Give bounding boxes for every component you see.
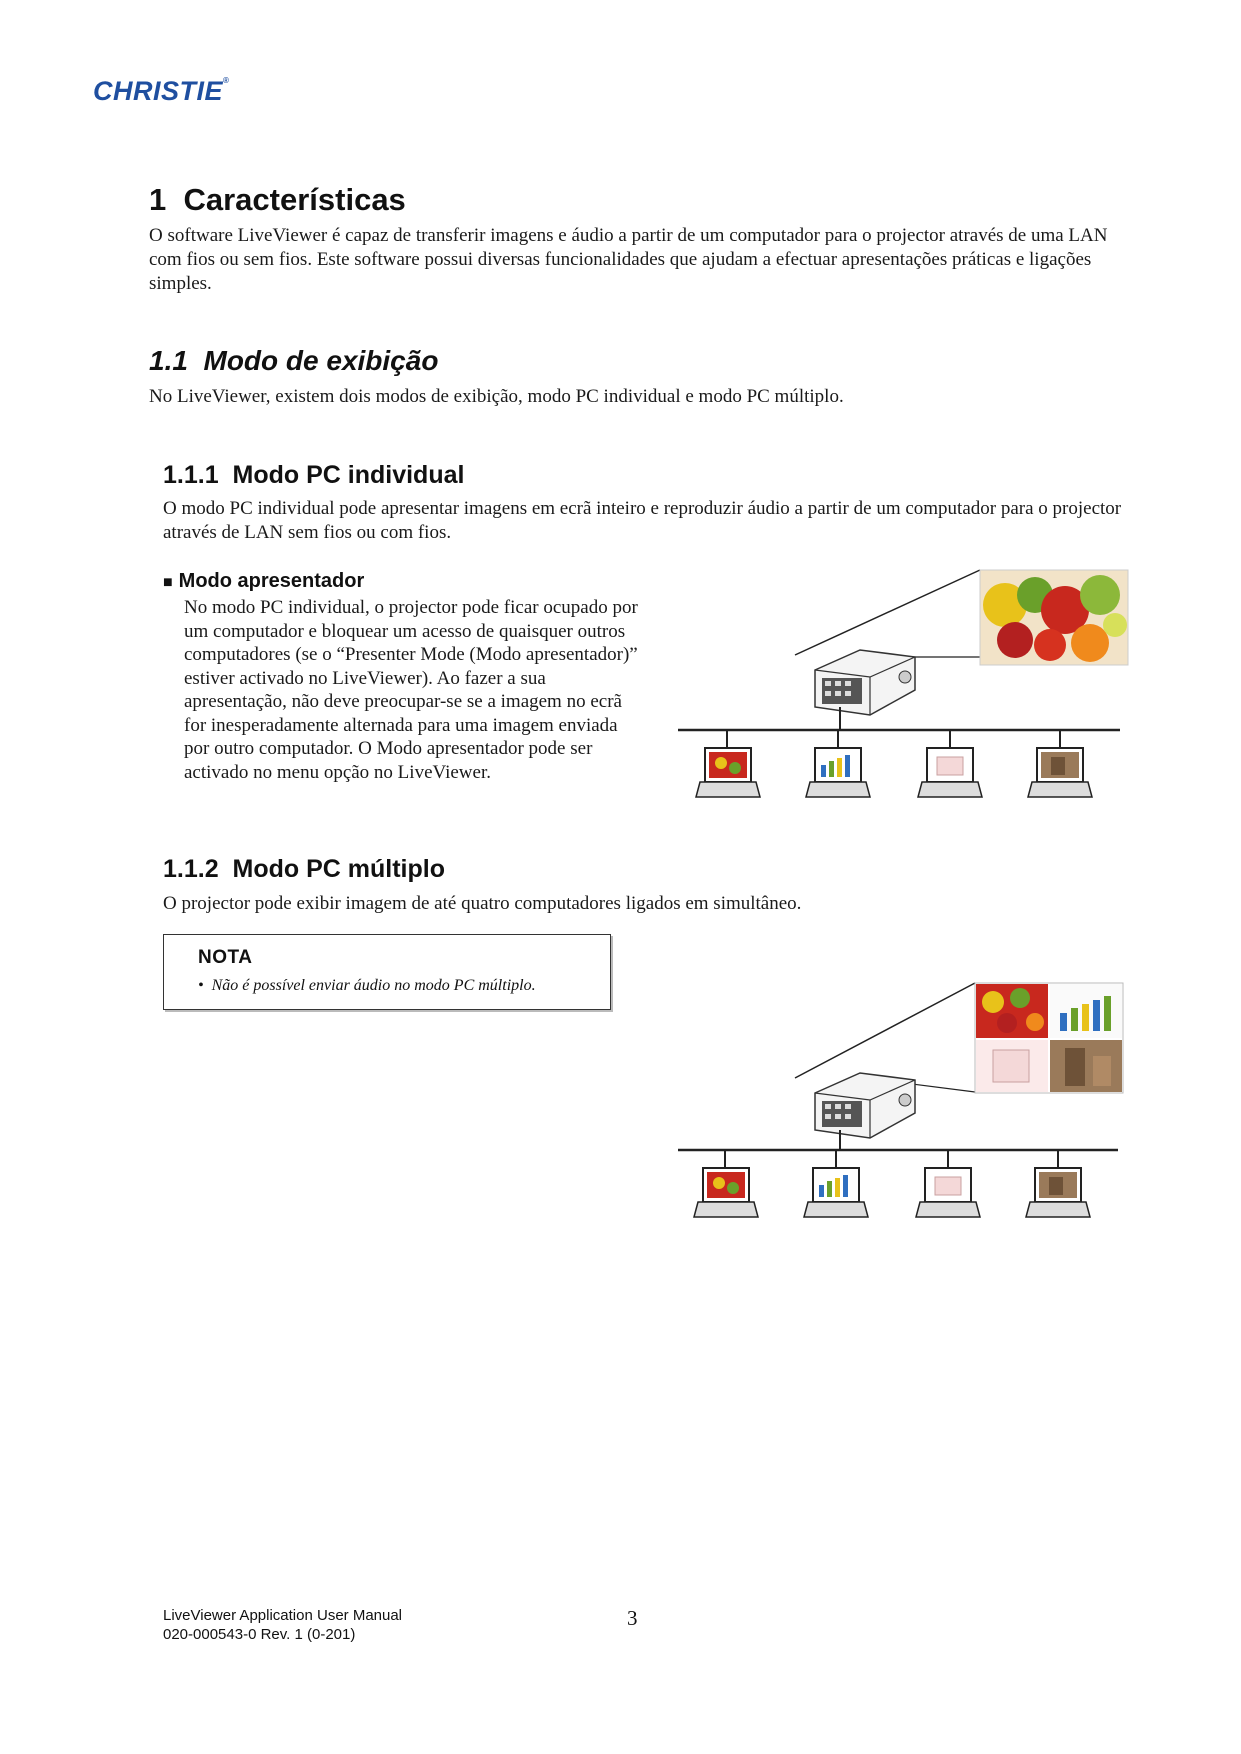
page-number: 3 [627,1606,638,1630]
note-box [163,934,611,1010]
multi-pc-mode-diagram [675,978,1135,1228]
footer-title: LiveViewer Application User Manual [163,1607,403,1624]
presenter-mode-body: No modo PC individual, o projector pode ficar ocupado por um computador e bloquear um acesso de quaisquer outros computadores (se o “Presenter Mode (Modo apresentador)” estiver activado no LiveViewer). Ao fazer a sua apresentação, não deve preocupar-se se a imagem no ecrã for inesperadamente alternada para uma imagem enviada por outro computador. O Modo apresentador pode ser activado no menu opção no LiveViewer. [184,597,638,783]
section-1-1-2-body: O projector pode exibir imagem de até quatro computadores ligados em simultâneo. [163,893,802,914]
laptop-photo-icon [1026,1168,1090,1217]
projector-icon [815,1073,915,1138]
footer-manual-info [163,1606,402,1644]
projection-line-top [795,983,975,1078]
christie-logo: CHRISTIE® [93,76,230,106]
section-1-1-2-heading: 1.1.2 Modo PC múltiplo [163,855,445,883]
projection-line-top [795,570,980,655]
note-item: • Não é possível enviar áudio no modo PC múltiplo. [198,977,536,994]
bullet-icon: • [198,977,204,994]
laptop-fruit-icon [694,1168,758,1217]
fruit-screen-image [980,570,1128,665]
section-1-1-body: No LiveViewer, existem dois modos de exibição, modo PC individual e modo PC múltiplo. [149,386,844,407]
section-1-1-1-body: O modo PC individual pode apresentar imagens em ecrã inteiro e reproduzir áudio a partir de um computador para o projector através de LAN sem fios ou com fios. [163,498,1122,543]
laptop-box-icon [918,748,982,797]
projector-icon [815,650,915,715]
laptop-chart-icon [804,1168,868,1217]
section-1-heading: 1 Características [149,182,406,217]
presenter-mode-subheading: ■ Modo apresentador [163,570,365,592]
section-1-1-1-heading: 1.1.1 Modo PC individual [163,461,465,489]
single-pc-mode-diagram [675,565,1135,815]
laptop-box-icon [916,1168,980,1217]
footer-doc-number: 020-000543-0 Rev. 1 (0-201) [163,1626,356,1643]
quad-split-screen-image [975,983,1123,1093]
laptop-chart-icon [806,748,870,797]
section-1-1-heading: 1.1 Modo de exibição [149,345,439,376]
note-title: NOTA [198,947,253,968]
square-bullet-icon: ■ [163,574,173,591]
section-1-body: O software LiveViewer é capaz de transferir imagens e áudio a partir de um computador para o projector através de uma LAN com fios ou sem fios. Este software possui diversas funcionalidades que ajudam a efectuar apresentações práticas e ligações simples. [149,225,1108,294]
laptop-photo-icon [1028,748,1092,797]
laptop-fruit-icon [696,748,760,797]
